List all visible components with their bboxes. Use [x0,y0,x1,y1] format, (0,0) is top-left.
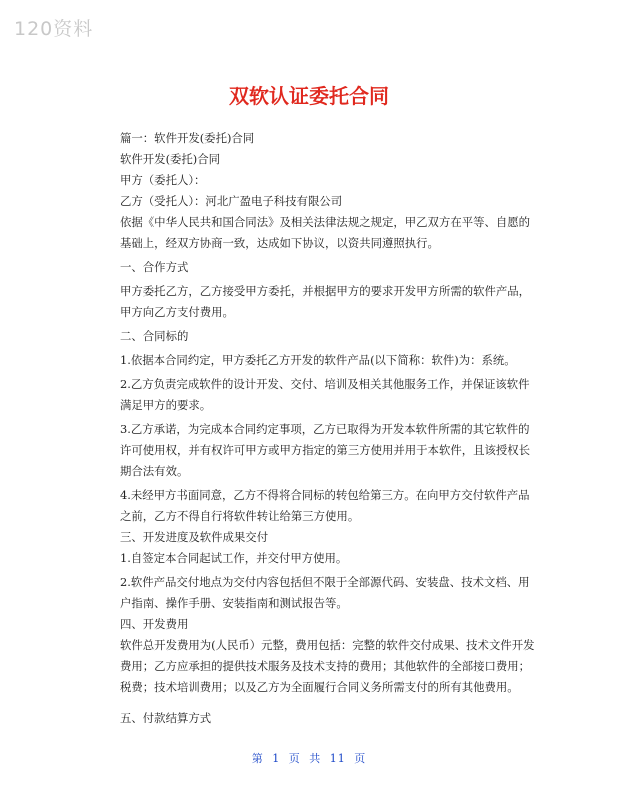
paragraph: 2.软件产品交付地点为交付内容包括但不限于全部源代码、安装盘、技术文档、用户指南、操作手册、安装指南和测试报告等。 [120,575,530,610]
paragraph: 1.自签定本合同起试工作，并交付甲方使用。 [120,551,348,565]
total-unit: 页 [354,752,367,765]
watermark-logo: 120资料 [14,18,94,40]
page-label: 第 [251,752,264,765]
paragraph: 4.未经甲方书面同意，乙方不得将合同标的转包给第三方。在向甲方交付软件产品之前，乙方不得自行将软件转让给第三方使用。 [120,488,530,523]
total-label: 共 [309,752,322,765]
total-pages: 11 [329,752,346,765]
paragraph: 1.依据本合同约定，甲方委托乙方开发的软件产品(以下简称：软件)为：系统。 [120,353,516,367]
paragraph: 依据《中华人民共和国合同法》及相关法律法规之规定，甲乙双方在平等、自愿的基础上，经双方协商一致，达成如下协议，以资共同遵照执行。 [120,215,531,250]
section-heading: 二、合同标的 [120,329,189,343]
paragraph: 甲方委托乙方，乙方接受甲方委托，并根据甲方的要求开发甲方所需的软件产品，甲方向乙方支付费用。 [120,284,531,319]
paragraph: 篇一：软件开发(委托)合同 [120,131,255,145]
document-body [120,128,538,729]
section-heading: 五、付款结算方式 [120,711,212,725]
paragraph: 甲方（委托人）： [120,173,206,187]
section-heading: 三、开发进度及软件成果交付 [120,530,269,544]
page-unit: 页 [288,752,301,765]
document-title: 双软认证委托合同 [229,84,389,108]
paragraph: 3.乙方承诺，为完成本合同约定事项，乙方已取得为开发本软件所需的其它软件的许可使用权，并有权许可甲方或甲方指定的第三方使用并用于本软件，且该授权长期合法有效。 [120,422,531,478]
page-number: 1 [272,752,281,765]
page-footer [0,750,618,766]
section-heading: 四、开发费用 [120,617,189,631]
paragraph: 2.乙方负责完成软件的设计开发、交付、培训及相关其他服务工作，并保证该软件满足甲方的要求。 [120,377,530,412]
paragraph: 软件开发(委托)合同 [120,152,221,166]
paragraph: 乙方（受托人）：河北广盈电子科技有限公司 [120,194,343,208]
paragraph: 软件总开发费用为(人民币）元整，费用包括：完整的软件交付成果、技术文件开发费用；乙方应承担的提供技术服务及技术支持的费用；其他软件的全部接口费用；税费；技术培训费用；以及乙方为全面履行合同义务所需支付的所有其他费用。 [120,638,535,694]
section-heading: 一、合作方式 [120,260,189,274]
